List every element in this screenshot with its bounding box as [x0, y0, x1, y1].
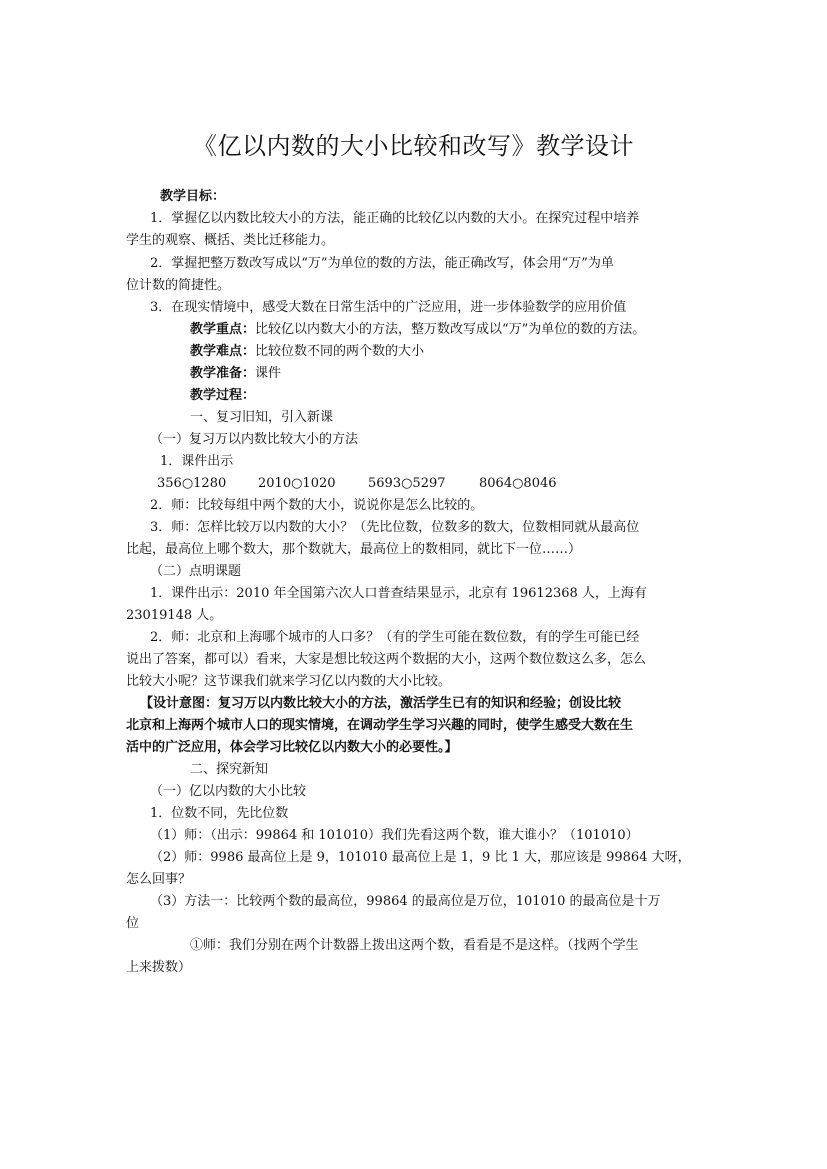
explore-question-1: （1）师：（出示：99864 和 101010）我们先看这两个数，谁大谁小？（101010） [150, 828, 639, 843]
process-heading: 教学过程： [190, 388, 256, 403]
objectives-heading: 教学目标： [160, 189, 226, 204]
compare-item: 5693○5297 [368, 476, 446, 491]
design-intent-line-3: 活中的广泛应用，体会学习比较亿以内数大小的必要性。】 [126, 740, 458, 755]
review-subheading-2: （二）点明课题 [150, 564, 242, 579]
difficulty-label: 教学难点： [190, 344, 256, 359]
explore-subheading-1: （一）亿以内数的大小比较 [150, 784, 307, 799]
review-step-1: 1．课件出示 [160, 454, 234, 469]
compare-row [157, 473, 557, 495]
explore-question-2-line-1: （2）师：9986 最高位上是 9，101010 最高位上是 1，9 比 1 大，那应该是 99864 大呀， [150, 850, 691, 865]
explore-step-1-line-1: ①师：我们分别在两个计数器上拨出这两个数，看看是不是这样。（找两个学生 [190, 938, 639, 953]
compare-item: 8064○8046 [479, 476, 557, 491]
focus-text: 比较亿以内数大小的方法，整万数改写成以“万”为单位的数的方法。 [255, 322, 646, 337]
topic-step-1-line-1: 1．课件出示：2010 年全国第六次人口普查结果显示，北京有 19612368 人，上海有 [150, 586, 647, 601]
topic-step-1-line-2: 23019148 人。 [126, 608, 223, 623]
explore-method-1-line-1: （3）方法一：比较两个数的最高位，99864 的最高位是万位，101010 的最高位是十万 [150, 894, 661, 909]
objective-1-line-2: 学生的观察、概括、类比迁移能力。 [126, 233, 335, 248]
explore-question-2-line-2: 怎么回事？ [126, 872, 192, 887]
compare-item: 356○1280 [157, 476, 227, 491]
prep-line [190, 363, 281, 385]
difficulty-line [190, 341, 424, 363]
explore-step-1-line-2: 上来拨数） [126, 960, 192, 975]
objective-2-line-2: 位计数的简捷性。 [126, 278, 231, 293]
design-intent-line-2: 北京和上海两个城市人口的现实情境，在调动学生学习兴趣的同时，使学生感受大数在生 [126, 718, 634, 733]
prep-text: 课件 [255, 366, 282, 381]
review-step-3-line-2: 比起，最高位上哪个数大，那个数就大，最高位上的数相同，就比下一位……） [126, 542, 582, 557]
objective-3: 3．在现实情境中，感受大数在日常生活中的广泛应用，进一步体验数学的应用价值 [150, 300, 627, 315]
focus-line [190, 319, 645, 341]
topic-step-2-line-2: 说出了答案，都可以）看来，大家是想比较这两个数据的大小，这两个数位数这么多，怎么 [126, 652, 647, 667]
objective-1-line-1: 1．掌握亿以内数比较大小的方法，能正确的比较亿以内数的大小。在探究过程中培养 [150, 211, 640, 226]
objective-2-line-1: 2．掌握把整万数改写成以“万”为单位的数的方法，能正确改写，体会用“万”为单 [150, 256, 614, 271]
page-title: 《亿以内数的大小比较和改写》教学设计 [193, 132, 634, 160]
review-step-3-line-1: 3．师：怎样比较万以内数的大小？（先比位数，位数多的数大，位数相同就从最高位 [150, 520, 640, 535]
prep-label: 教学准备： [190, 366, 256, 381]
compare-item: 2010○1020 [258, 476, 336, 491]
review-subheading-1: （一）复习万以内数比较大小的方法 [150, 432, 359, 447]
topic-step-2-line-3: 比较大小呢？这节课我们就来学习亿以内数的大小比较。 [126, 674, 452, 689]
difficulty-text: 比较位数不同的两个数的大小 [255, 344, 425, 359]
explore-method-1-line-2: 位 [126, 916, 140, 931]
topic-step-2-line-1: 2．师：北京和上海哪个城市的人口多？（有的学生可能在数位数，有的学生可能已经 [150, 630, 640, 645]
focus-label: 教学重点： [190, 322, 256, 337]
design-intent-line-1: 【设计意图：复习万以内数比较大小的方法，激活学生已有的知识和经验；创设比较 [140, 696, 622, 711]
explore-point-1: 1．位数不同，先比位数 [150, 806, 289, 821]
explore-heading: 二、探究新知 [190, 762, 269, 777]
review-heading: 一、复习旧知，引入新课 [190, 410, 334, 425]
review-step-2: 2．师：比较每组中两个数的大小，说说你是怎么比较的。 [150, 498, 484, 513]
